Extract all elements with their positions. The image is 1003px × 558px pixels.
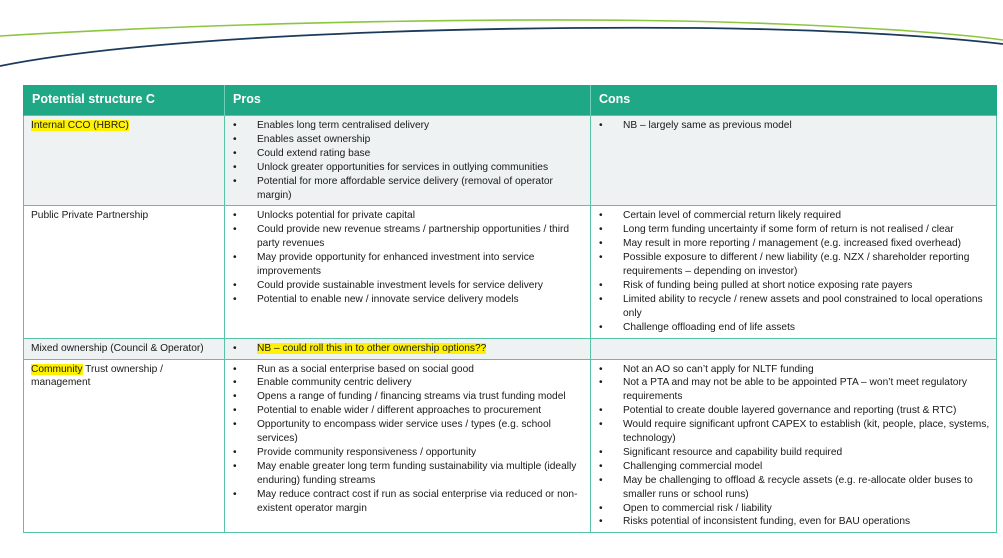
table-row [24,338,997,359]
pro-text: Run as a social enterprise based on social good [257,363,474,375]
row-label-text: Public Private Partnership [31,210,149,222]
con-item [598,279,990,293]
pro-text: Could extend rating base [257,147,371,159]
pro-item [232,488,584,516]
pros-list [232,119,584,202]
decorative-swoosh [0,0,1003,80]
pro-item [232,418,584,446]
cons-cell [591,338,997,359]
pros-cell [225,116,591,206]
con-text: Open to commercial risk / liability [623,502,772,514]
pro-text: Could provide new revenue streams / partnership opportunities / third party revenues [257,224,570,250]
row-label-text: Trust ownership / management [31,363,163,389]
pro-text: Enables asset ownership [257,133,371,145]
ownership-structure-table [23,85,997,533]
pro-item [232,175,584,203]
con-item [598,251,990,279]
pro-item [232,279,584,293]
pros-list [232,342,584,356]
swoosh-navy-line [0,28,1003,66]
pro-item [232,161,584,175]
pro-item [232,390,584,404]
con-item [598,119,990,133]
con-item [598,321,990,335]
pro-text: NB – could roll this in to other ownership options?? [257,342,487,354]
con-item [598,460,990,474]
cons-cell [591,206,997,338]
pro-item [232,342,584,356]
con-text: May be challenging to offload & recycle assets (e.g. re-allocate older buses to smaller runs or school runs) [623,474,973,500]
pro-text: May reduce contract cost if run as social enterprise via reduced or non-existent operator margin [257,488,578,514]
con-item [598,376,990,404]
con-item [598,209,990,223]
con-text: Not an AO so can’t apply for NLTF funding [623,363,814,375]
con-item [598,474,990,502]
con-item [598,237,990,251]
cons-list [598,209,990,334]
row-label-text: Internal CCO (HBRC) [31,120,129,131]
row-label-text: Community [31,363,83,375]
pro-text: Opportunity to encompass wider service uses / types (e.g. school services) [257,419,551,445]
pro-text: Potential to enable wider / different approaches to procurement [257,405,542,417]
con-text: Not a PTA and may not be able to be appointed PTA – won’t meet regulatory requirements [623,377,967,403]
con-item [598,502,990,516]
con-text: Significant resource and capability build required [623,446,843,458]
pros-cell [225,338,591,359]
pros-list [232,363,584,516]
pros-list [232,209,584,306]
table-header-row [24,85,997,116]
con-item [598,404,990,418]
swoosh-green-line [0,20,1003,40]
con-item [598,363,990,377]
pro-text: Potential to enable new / innovate service delivery models [257,293,519,305]
header-structure: Potential structure C [24,85,225,116]
row-label-text: Mixed ownership (Council & Operator) [31,342,204,354]
row-label-internal-cco [24,116,225,206]
cons-list [598,119,990,133]
row-label-mixed-ownership [24,338,225,359]
con-item [598,293,990,321]
pro-text: Could provide sustainable investment levels for service delivery [257,279,543,291]
pro-text: Potential for more affordable service delivery (removal of operator margin) [257,175,553,201]
pro-text: Enable community centric delivery [257,377,412,389]
pro-text: Unlocks potential for private capital [257,210,415,222]
pro-text: Opens a range of funding / financing streams via trust funding model [257,391,566,403]
pro-item [232,119,584,133]
con-text: Long term funding uncertainty if some form of return is not realised / clear [623,224,954,236]
pro-text: Enables long term centralised delivery [257,120,430,131]
con-text: May result in more reporting / management (e.g. increased fixed overhead) [623,238,962,250]
table-row [24,206,997,338]
con-text: Limited ability to recycle / renew assets and pool constrained to local operations only [623,293,983,319]
cons-list [598,363,990,530]
pros-cell [225,206,591,338]
pro-item [232,147,584,161]
pro-item [232,251,584,279]
con-text: Certain level of commercial return likely required [623,210,841,222]
header-pros: Pros [225,85,591,116]
table-row [24,116,997,206]
cons-cell [591,359,997,533]
pros-cell [225,359,591,533]
con-item [598,446,990,460]
pro-item [232,404,584,418]
pro-item [232,446,584,460]
pro-text: May enable greater long term funding sustainability via multiple (ideally enduring) funding streams [257,460,577,486]
con-text: Risks potential of inconsistent funding, even for BAU operations [623,516,911,528]
table-row [24,359,997,533]
con-text: Challenging commercial model [623,460,763,472]
row-label-public-private-partnership [24,206,225,338]
pro-item [232,363,584,377]
con-item [598,223,990,237]
pro-text: Provide community responsiveness / opportunity [257,446,477,458]
con-text: Possible exposure to different / new liability (e.g. NZX / shareholder reporting requirements – depending on investor) [623,252,970,278]
con-text: NB – largely same as previous model [623,120,792,131]
con-text: Challenge offloading end of life assets [623,321,795,333]
pro-item [232,133,584,147]
row-label-community-trust [24,359,225,533]
pro-item [232,209,584,223]
con-text: Would require significant upfront CAPEX to establish (kit, people, place, systems, technology) [623,419,990,445]
cons-cell [591,116,997,206]
pro-item [232,293,584,307]
pro-item [232,223,584,251]
pro-item [232,460,584,488]
pro-item [232,376,584,390]
header-cons: Cons [591,85,997,116]
pro-text: May provide opportunity for enhanced investment into service improvements [257,252,535,278]
con-text: Potential to create double layered governance and reporting (trust & RTC) [623,405,957,417]
con-item [598,418,990,446]
con-text: Risk of funding being pulled at short notice exposing rate payers [623,279,913,291]
pro-text: Unlock greater opportunities for services in outlying communities [257,161,549,173]
con-item [598,515,990,529]
